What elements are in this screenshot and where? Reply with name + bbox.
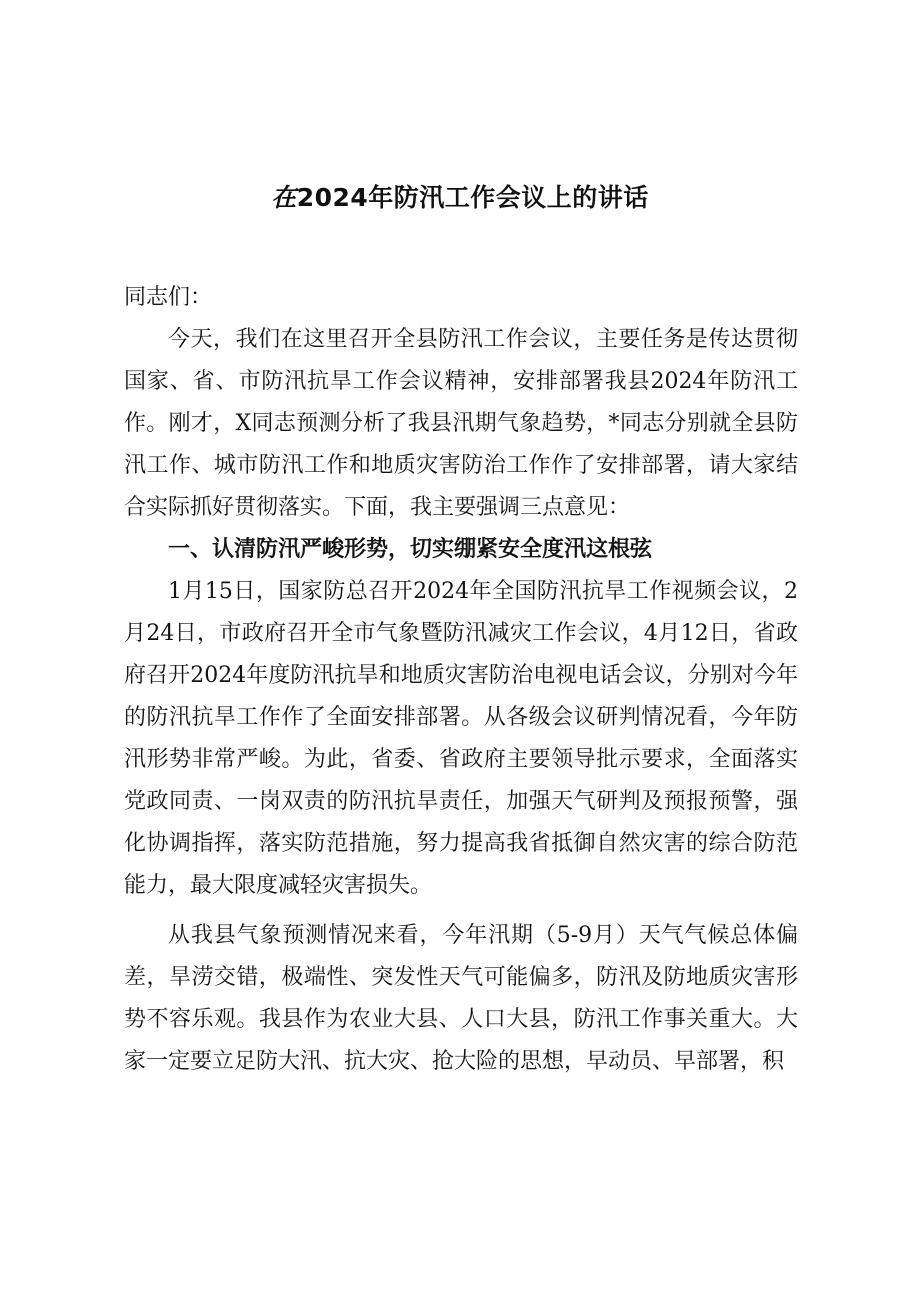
intro-paragraph: 今天，我们在这里召开全县防汛工作会议，主要任务是传达贯彻国家、省、市防汛抗旱工作会议精神，安排部署我县2024年防汛工作。刚才，X同志预测分析了我县汛期气象趋势，*同志分别就全县防汛工作、城市防汛工作和地质灾害防治工作作了安排部署，请大家结合实际抓好贯彻落实。下面，我主要强调三点意见： bbox=[124, 327, 798, 520]
section-1-paragraph-1: 1月15日，国家防总召开2024年全国防汛抗旱工作视频会议，2月24日，市政府召开全市气象暨防汛减灾工作会议，4月12日，省政府召开2024年度防汛抗旱和地质灾害防治电视电话会议，分别对今年的防汛抗旱工作作了全面安排部署。从各级会议研判情况看，今年防汛形势非常严峻。为此，省委、省政府主要领导批示要求，全面落实党政同责、一岗双责的防汛抗旱责任，加强天气研判及预报预警，强化协调指挥，落实防范措施，努力提高我省抵御自然灾害的综合防范能力，最大限度减轻灾害损失。 bbox=[124, 579, 798, 898]
document-body bbox=[124, 277, 798, 1083]
document-title bbox=[120, 180, 800, 216]
section-1-paragraph-2: 从我县气象预测情况来看，今年汛期（5-9月）天气气候总体偏差，旱涝交错，极端性、突发性天气可能偏多，防汛及防地质灾害形势不容乐观。我县作为农业大县、人口大县，防汛工作事关重大。大家一定要立足防大汛、抗大灾、抢大险的思想，早动员、早部署，积 bbox=[124, 923, 798, 1074]
salutation: 同志们： bbox=[124, 285, 213, 310]
title-main: 2024年防汛工作会议上的讲话 bbox=[296, 183, 649, 212]
title-lead: 在 bbox=[271, 183, 297, 212]
paragraph-gap bbox=[124, 907, 798, 915]
section-heading-1: 一、认清防汛严峻形势，切实绷紧安全度汛这根弦 bbox=[168, 537, 653, 562]
